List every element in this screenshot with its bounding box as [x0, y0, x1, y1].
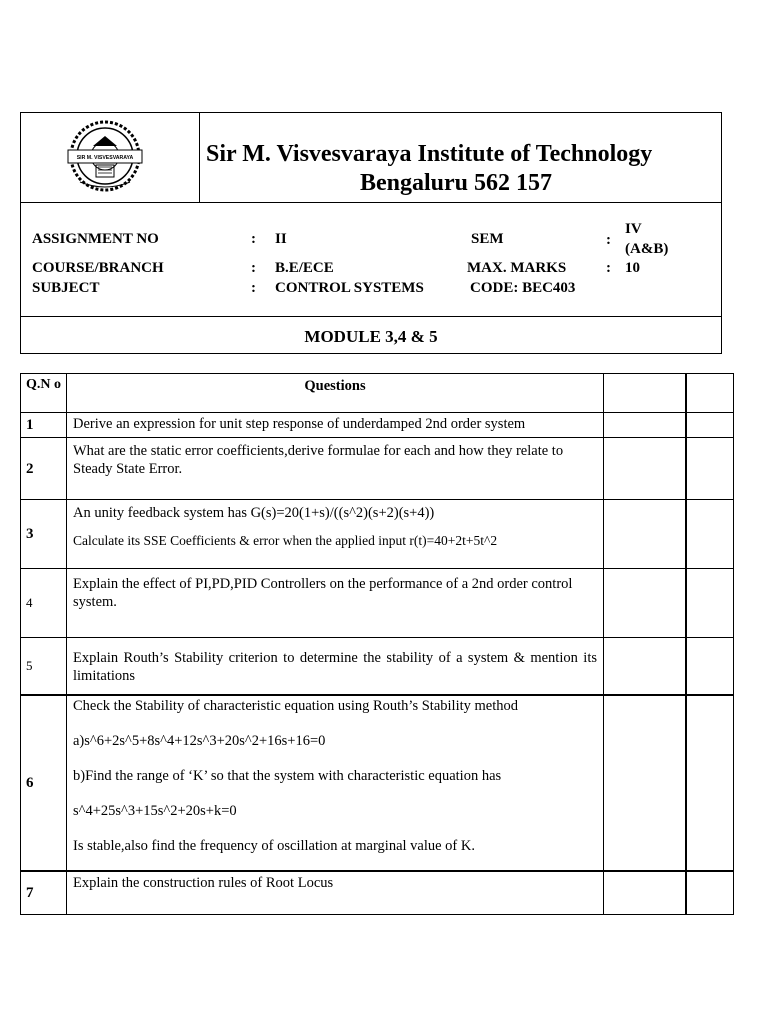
question-line: An unity feedback system has G(s)=20(1+s)/((s^2)(s+2)(s+4)) — [73, 505, 435, 521]
course-colon: : — [251, 260, 256, 276]
question-line: a)s^6+2s^5+8s^4+12s^3+20s^2+16s+16=0 — [73, 732, 326, 749]
sem-value-line1: IV — [625, 221, 642, 237]
question-text — [67, 871, 604, 915]
table-row — [21, 695, 734, 871]
course-value: B.E/ECE — [275, 260, 334, 276]
question-text — [67, 413, 604, 438]
blank-cell — [686, 500, 734, 569]
question-line: What are the static error coefficients,derive formulae for each and how they relate to Steady State Error. — [73, 443, 564, 477]
table-header-row — [21, 374, 734, 413]
question-line: Check the Stability of characteristic equation using Routh’s Stability method — [73, 697, 518, 714]
subject-colon: : — [251, 280, 256, 296]
questions-header: Questions — [67, 374, 604, 413]
question-line: Explain Routh’s Stability criterion to determine the stability of a system & mention its limitations — [73, 650, 597, 684]
subject-value: CONTROL SYSTEMS — [275, 280, 424, 296]
question-number: 1 — [21, 413, 67, 438]
course-label: COURSE/BRANCH — [32, 260, 164, 276]
blank-cell — [604, 871, 687, 915]
question-number: 4 — [21, 569, 67, 638]
blank-cell — [604, 413, 687, 438]
question-number: 6 — [21, 695, 67, 871]
table-row — [21, 569, 734, 638]
question-text — [67, 438, 604, 500]
blank-cell — [604, 569, 687, 638]
header-divider — [20, 202, 722, 203]
question-text — [67, 638, 604, 695]
blank-cell — [686, 871, 734, 915]
question-line: Derive an expression for unit step response of underdamped 2nd order system — [73, 416, 526, 432]
blank-cell — [604, 438, 687, 500]
blank-cell — [686, 638, 734, 695]
question-text — [67, 695, 604, 871]
blank-cell — [686, 413, 734, 438]
subject-label: SUBJECT — [32, 280, 100, 296]
question-number: 5 — [21, 638, 67, 695]
question-line: Is stable,also find the frequency of oscillation at marginal value of K. — [73, 837, 475, 854]
blank-cell — [604, 638, 687, 695]
sem-colon: : — [606, 232, 611, 248]
institute-logo — [60, 118, 150, 196]
course-code: CODE: BEC403 — [470, 280, 576, 296]
question-number: 7 — [21, 871, 67, 915]
marks-value: 10 — [625, 260, 640, 276]
table-row — [21, 638, 734, 695]
assignment-label: ASSIGNMENT NO — [32, 231, 159, 247]
institute-name: Sir M. Visvesvaraya Institute of Technology — [206, 141, 653, 167]
svg-text:SIR M. VISVESVARAYA: SIR M. VISVESVARAYA — [76, 155, 134, 161]
blank-cell — [686, 695, 734, 871]
question-line: s^4+25s^3+15s^2+20s+k=0 — [73, 802, 237, 819]
blank-cell — [686, 569, 734, 638]
question-line: Explain the construction rules of Root Locus — [73, 874, 334, 891]
question-number: 3 — [21, 500, 67, 569]
blank-cell — [604, 500, 687, 569]
blank-cell — [604, 695, 687, 871]
marks-column-header — [604, 374, 687, 413]
sem-label: SEM — [471, 231, 504, 247]
institute-city: Bengaluru 562 157 — [360, 170, 553, 196]
table-row — [21, 871, 734, 915]
question-text — [67, 500, 604, 569]
blank-cell — [686, 438, 734, 500]
question-line: Explain the effect of PI,PD,PID Controllers on the performance of a 2nd order control system. — [73, 576, 573, 610]
marks-label: MAX. MARKS — [467, 260, 567, 276]
question-line: b)Find the range of ‘K’ so that the system with characteristic equation has — [73, 767, 502, 784]
qno-header: Q.N o — [21, 374, 67, 413]
marks-colon: : — [606, 260, 611, 276]
question-number: 2 — [21, 438, 67, 500]
question-line: Calculate its SSE Coefficients & error when the applied input r(t)=40+2t+5t^2 — [73, 533, 498, 548]
module-title: MODULE 3,4 & 5 — [304, 327, 438, 346]
table-row — [21, 438, 734, 500]
assignment-value: II — [275, 231, 287, 247]
table-row — [21, 413, 734, 438]
question-text — [67, 569, 604, 638]
sem-value-line2: (A&B) — [625, 241, 669, 257]
table-row — [21, 500, 734, 569]
assignment-colon: : — [251, 231, 256, 247]
co-column-header — [686, 374, 734, 413]
questions-table — [20, 373, 734, 915]
module-divider — [20, 316, 722, 317]
